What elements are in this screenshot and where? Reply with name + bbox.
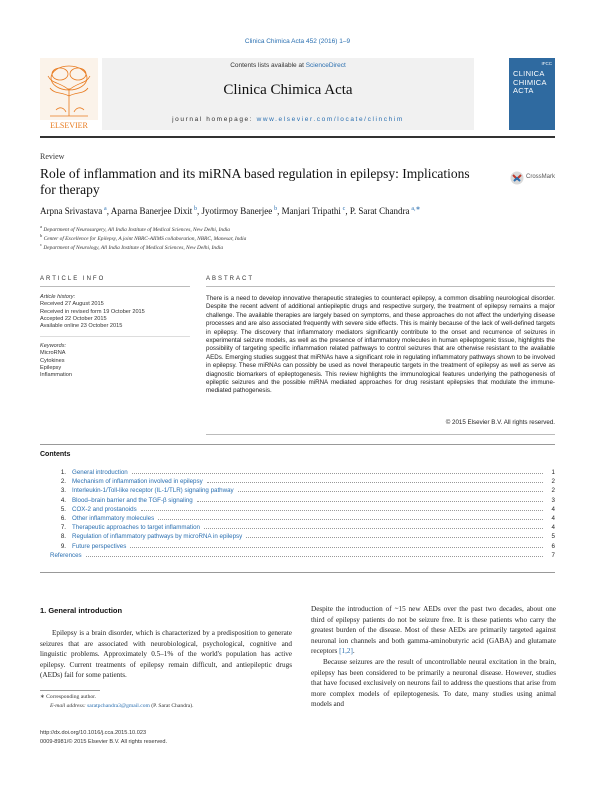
- toc-item[interactable]: [40, 533, 555, 542]
- toc-leader: [204, 528, 543, 529]
- article-type: Review: [40, 152, 65, 161]
- body-paragraph: Epilepsy is a brain disorder, which is characterized by a predisposition to generate seizures that are associated with neurobiological, psychological, cognitive and linguistic problems. Approximately 0.5–1% of the world's population has active epilepsy. Current treatments of epilepsy remain difficult, and antiepileptic drugs (AEDs) fail for some patients.: [40, 629, 292, 680]
- affiliation-text: Department of Neurosurgery, All India Institute of Medical Sciences, New Delhi, India: [43, 226, 231, 233]
- toc-item[interactable]: [40, 497, 555, 506]
- cover-tag: IFCC: [541, 61, 552, 66]
- author[interactable]: [350, 206, 421, 216]
- toc-label[interactable]: General introduction: [72, 469, 128, 476]
- homepage-prefix: journal homepage:: [172, 116, 257, 123]
- keywords: [40, 343, 190, 379]
- abstract-text: There is a need to develop innovative therapeutic strategies to counteract epilepsy, a common disabling neurological disorder. Despite the recent advent of additional antiepileptic drugs and respective surgery, the treatment of epilepsy remains a major challenge. The available therapies are largely based on symptoms, and these approaches do not affect the underlying disease processes and are also associated frequently with severe side effects. This is mainly because of the lack of well-defined targets in epilepsy. The discovery that inflammatory mediators significantly contribute to the onset and recurrence of seizures in experimental seizure models, as well as the presence of inflammatory molecules in human epileptogenic tissue, highlights the possibility of targeting specific inflammation related pathways to control seizures that are otherwise resistant to the available AEDs. Emerging studies suggest that miRNAs have a significant role in regulating inflammatory pathways shown to be involved in epilepsy. These miRNAs can possibly be used as novel therapeutic targets in the treatment of epilepsy as well as serve as diagnostic biomarkers of epileptogenesis. This review highlights the immunological features underlying the pathogenesis of epileptic seizures and the possible miRNA mediated approaches for drug resistant epilepsies that modulate the immune-mediated pathogenesis.: [206, 295, 555, 395]
- keyword: Inflammation: [40, 372, 73, 379]
- info-divider: [40, 336, 190, 337]
- email-suffix: (P. Sarat Chandra).: [149, 703, 194, 709]
- article-info-rule: [40, 286, 190, 287]
- affiliation-text: Center of Excellence for Epilepsy, A joint NBRC-AIIMS collaboration, NBRC, Manesar, India: [43, 235, 247, 242]
- toc-label[interactable]: Blood–brain barrier and the TGF-β signaling: [72, 496, 193, 504]
- affiliation: [40, 233, 555, 242]
- affiliation-text: Department of Neurology, All India Institute of Medical Sciences, New Delhi, India: [43, 244, 224, 251]
- toc-leader: [86, 556, 543, 557]
- sciencedirect-link[interactable]: ScienceDirect: [305, 62, 346, 69]
- history-accepted: Accepted 22 October 2015: [40, 315, 107, 322]
- author[interactable]: [282, 206, 350, 216]
- author-separator: ,: [197, 206, 202, 216]
- author-name: P. Sarat Chandra: [349, 206, 410, 216]
- toc-page: 7: [551, 551, 555, 559]
- cover-title: CLINICA CHIMICA ACTA: [513, 69, 547, 95]
- journal-cover-image: [509, 58, 555, 130]
- keywords-label: Keywords:: [40, 343, 67, 349]
- homepage-link[interactable]: www.elsevier.com/locate/clinchim: [256, 116, 404, 123]
- toc-number: 4.: [60, 496, 66, 504]
- toc-item[interactable]: [40, 543, 555, 552]
- author-separator: ,: [345, 206, 350, 216]
- toc-item[interactable]: [40, 524, 555, 533]
- toc-leader: [246, 537, 543, 538]
- author[interactable]: [40, 206, 111, 216]
- toc-leader: [158, 519, 543, 520]
- paragraph-text: Despite the introduction of ~15 new AEDs over the past two decades, about one third of epilepsy patients do not be seizure free. It is these patients who carry the greatest burden of the disease. Most of these AEDs are primarily targeted against neuronal ion channels and both gamma-aminobutyric acid (GABA) and glutamate receptors: [311, 605, 556, 656]
- toc-page: 3: [551, 496, 555, 504]
- author-name: Arpna Srivastava: [40, 206, 103, 216]
- rights-notice: 0009-8981/© 2015 Elsevier B.V. All rights reserved.: [40, 739, 168, 745]
- table-of-contents: [40, 469, 555, 561]
- body-paragraph: [311, 604, 556, 657]
- section-heading: 1. General introduction: [40, 606, 123, 615]
- contents-heading: Contents: [40, 451, 71, 458]
- elsevier-logo: [40, 58, 98, 130]
- toc-number: 2.: [60, 478, 66, 486]
- author-separator: ,: [106, 206, 111, 216]
- toc-label[interactable]: Interleukin-1/Toll-like receptor (IL-1/TLR) signaling pathway: [72, 487, 234, 495]
- doi-link[interactable]: http://dx.doi.org/10.1016/j.cca.2015.10.023: [40, 730, 147, 736]
- toc-leader: [197, 501, 543, 502]
- author-separator: ,: [277, 206, 282, 216]
- contents-bottom-rule: [40, 572, 555, 573]
- toc-page: 6: [551, 542, 555, 550]
- article-history: [40, 294, 190, 330]
- abstract-end-rule: [206, 434, 555, 435]
- toc-page: 4: [551, 514, 555, 522]
- toc-label[interactable]: Future perspectives: [72, 542, 127, 550]
- author-affiliation-marker[interactable]: b: [274, 206, 278, 212]
- journal-homepage: [102, 116, 474, 123]
- toc-leader: [130, 547, 543, 548]
- toc-item[interactable]: [40, 552, 555, 561]
- history-revised: Received in revised form 19 October 2015: [40, 308, 145, 315]
- footnote-rule: [40, 690, 100, 691]
- copyright-notice: © 2015 Elsevier B.V. All rights reserved.: [445, 419, 555, 426]
- article-info-heading: ARTICLE INFO: [40, 276, 106, 282]
- email-link[interactable]: saratpchandra3@gmail.com: [87, 703, 150, 709]
- contents-available-line: [102, 62, 474, 69]
- article-history-label: Article history:: [40, 294, 76, 300]
- crossmark-badge[interactable]: [510, 168, 558, 190]
- journal-reference[interactable]: Clinica Chimica Acta 452 (2016) 1–9: [244, 38, 351, 45]
- author-name: Jyotirmoy Banerjee: [201, 206, 273, 216]
- keyword: Cytokines: [40, 357, 65, 364]
- toc-number: 6.: [60, 514, 66, 522]
- affiliation: [40, 242, 555, 251]
- toc-leader: [238, 491, 543, 492]
- toc-number: 5.: [60, 505, 66, 513]
- affiliation: [40, 224, 555, 233]
- toc-label[interactable]: Regulation of inflammatory pathways by microRNA in epilepsy: [72, 533, 243, 541]
- affiliation-marker: c: [40, 242, 42, 247]
- toc-page: 5: [551, 533, 555, 541]
- article-title: Role of inflammation and its miRNA based regulation in epilepsy: Implications for therapy: [40, 166, 470, 197]
- email-note: [50, 703, 302, 709]
- toc-item[interactable]: [40, 478, 555, 487]
- contents-top-rule: [40, 444, 555, 445]
- toc-label[interactable]: Other inflammatory molecules: [72, 514, 155, 522]
- toc-label[interactable]: Mechanism of inflammation involved in epilepsy: [72, 478, 203, 486]
- crossmark-label: CrossMark: [526, 174, 556, 180]
- crossmark-icon: [510, 171, 524, 185]
- toc-number: 7.: [60, 524, 66, 532]
- toc-number: 3.: [60, 487, 66, 495]
- toc-label[interactable]: Therapeutic approaches to target inflammation: [72, 524, 200, 532]
- email-label: E-mail address:: [50, 703, 88, 709]
- author-affiliation-marker[interactable]: a: [104, 206, 107, 212]
- body-column-right: [311, 604, 556, 710]
- publisher-name: ELSEVIER: [50, 121, 88, 130]
- keyword: Epilepsy: [40, 364, 62, 371]
- contents-prefix: Contents lists available at: [230, 62, 306, 69]
- toc-page: 2: [551, 487, 555, 495]
- toc-item[interactable]: [40, 469, 555, 478]
- history-received: Received 27 August 2015: [40, 301, 104, 308]
- author[interactable]: [202, 206, 282, 216]
- affiliation-marker: a: [40, 224, 42, 229]
- author-affiliation-marker[interactable]: c: [342, 206, 346, 212]
- toc-item[interactable]: [40, 506, 555, 515]
- toc-page: 4: [551, 524, 555, 532]
- toc-number: 9.: [60, 542, 66, 550]
- author-list: [40, 205, 555, 216]
- toc-number: 8.: [60, 533, 66, 541]
- journal-title: Clinica Chimica Acta: [223, 82, 353, 98]
- author[interactable]: [111, 206, 202, 216]
- citation-link[interactable]: [1,2]: [339, 647, 353, 656]
- toc-item[interactable]: [40, 515, 555, 524]
- toc-label[interactable]: References: [50, 551, 82, 559]
- corresponding-author-note: ∗ Corresponding author.: [40, 694, 97, 700]
- abstract-rule: [206, 286, 555, 287]
- toc-number: 1.: [60, 469, 66, 476]
- author-name: Manjari Tripathi: [281, 206, 341, 216]
- author-affiliation-marker[interactable]: a,∗: [411, 206, 421, 212]
- toc-page: 2: [551, 478, 555, 486]
- abstract-heading: ABSTRACT: [206, 276, 255, 282]
- toc-item[interactable]: [40, 487, 555, 496]
- toc-leader: [141, 510, 543, 511]
- history-online: Available online 23 October 2015: [40, 323, 123, 330]
- toc-page: 1: [551, 469, 555, 476]
- header-rule: [40, 136, 555, 138]
- toc-leader: [207, 482, 543, 483]
- body-paragraph: Because seizures are the result of uncontrollable neural excitation in the brain, epilepsy has been considered to be primarily a neuronal disease. However, studies that have focused exclusively on neurons fail to address the questions that arise from more complex models of epileptogenesis. To date, many studies using animal models and: [311, 657, 556, 709]
- toc-leader: [132, 473, 543, 474]
- paragraph-text: .: [352, 647, 355, 656]
- keyword: MicroRNA: [40, 350, 66, 357]
- toc-page: 4: [551, 505, 555, 513]
- author-name: Aparna Banerjee Dixit: [110, 206, 193, 216]
- toc-label[interactable]: COX-2 and prostanoids: [72, 505, 137, 513]
- affiliation-marker: b: [40, 233, 43, 238]
- author-affiliation-marker[interactable]: b: [194, 206, 198, 212]
